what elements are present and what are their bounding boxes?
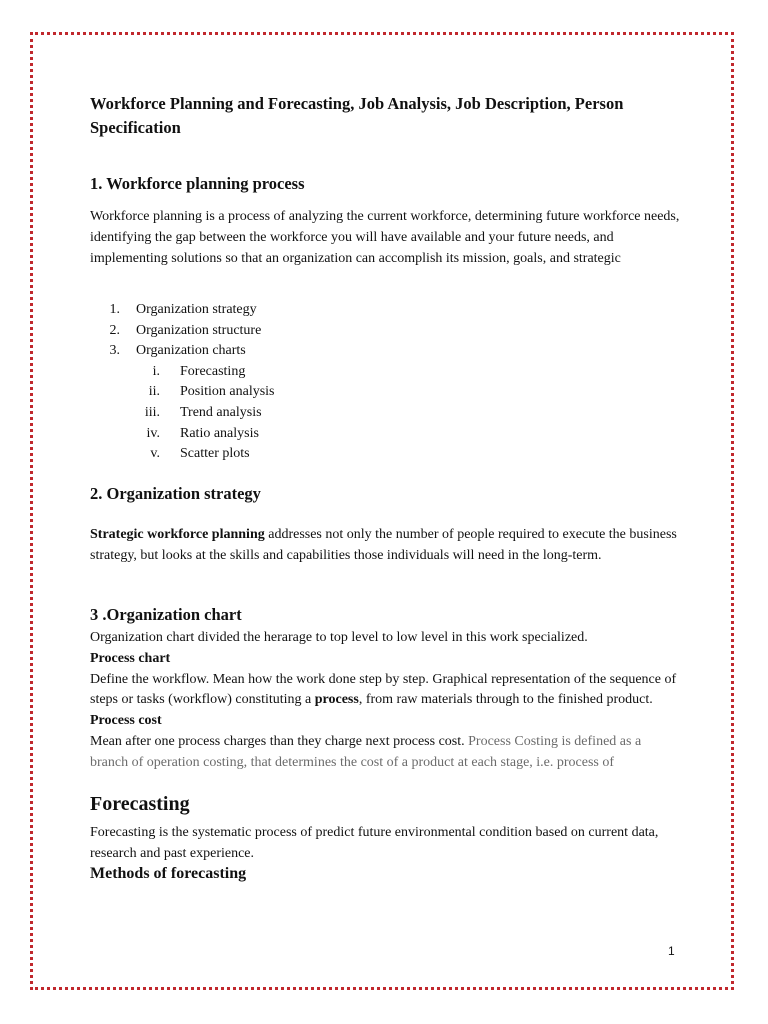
process-chart-label: Process chart <box>90 650 171 666</box>
sublist-text: Forecasting <box>180 363 246 379</box>
list-text: Organization charts <box>136 343 246 359</box>
sublist-number: iii. <box>144 404 160 420</box>
process-cost-text <box>90 732 680 774</box>
list-text: Organization strategy <box>136 302 257 317</box>
process-cost-grey-text: Process Costing is defined as a branch of operation costing, that determines the cost of a product at each stage, i.e. process of <box>90 733 642 770</box>
forecasting-paragraph: Forecasting is the systematic process of predict future environmental condition based on current data, research and past experience. <box>90 825 659 861</box>
document-title-block <box>90 92 680 140</box>
list-number: 2. <box>109 322 120 338</box>
section-3-body <box>90 628 680 774</box>
section-3-heading: 3 .Organization chart <box>90 605 242 624</box>
section-3-intro: Organization chart divided the herarage to top level to low level in this work specialized. <box>90 630 588 645</box>
section-1 <box>90 174 680 194</box>
list-number: 1. <box>109 302 120 317</box>
sublist-item <box>90 424 680 445</box>
sublist-item <box>90 403 680 424</box>
forecasting-heading: Forecasting <box>90 793 190 815</box>
section-1-heading: 1. Workforce planning process <box>90 174 305 193</box>
list-item <box>90 321 680 342</box>
section-2-heading: 2. Organization strategy <box>90 484 261 503</box>
section-1-list <box>90 300 680 465</box>
sublist-text: Trend analysis <box>180 404 262 420</box>
process-cost-text-main: Mean after one process charges than they charge next process cost. <box>90 733 469 749</box>
forecasting-body <box>90 823 680 865</box>
methods-heading: Methods of forecasting <box>90 865 247 882</box>
methods-section <box>90 865 680 883</box>
process-cost-label: Process cost <box>90 713 162 729</box>
sublist-text: Scatter plots <box>180 446 250 462</box>
list-item <box>90 341 680 362</box>
sublist-text: Position analysis <box>180 384 275 400</box>
sublist-number: iv. <box>146 425 160 441</box>
process-chart-text-b: , from raw materials through to the finished product. <box>358 692 653 708</box>
sublist-item <box>90 382 680 403</box>
process-bold: process <box>314 692 359 708</box>
document-title: Workforce Planning and Forecasting, Job Analysis, Job Description, Person Specification <box>90 94 624 137</box>
section-2-body <box>90 525 680 567</box>
sublist-item <box>90 444 680 465</box>
page-number: 1 <box>668 944 675 958</box>
list-number: 3. <box>109 343 120 359</box>
process-chart-text <box>90 670 680 712</box>
process-chart-text-a: Define the workflow. Mean how the work done step by step. Graphical representation of the sequence of steps or tasks (workflow) constituting a <box>90 671 677 708</box>
section-2 <box>90 484 680 504</box>
sublist-item <box>90 362 680 383</box>
bold-lead: Strategic workforce planning <box>90 527 265 542</box>
list-text: Organization structure <box>136 322 262 338</box>
sublist-text: Ratio analysis <box>180 425 259 441</box>
list-item <box>90 300 680 321</box>
section-3 <box>90 605 680 625</box>
forecasting-section <box>90 793 680 816</box>
sublist-number: i. <box>152 363 160 379</box>
sublist-number: v. <box>150 446 160 462</box>
section-2-text: addresses not only the number of people required to execute the business strategy, but looks at the skills and capabilities those individuals will need in the long-term. <box>90 527 677 563</box>
section-1-paragraph: Workforce planning is a process of analyzing the current workforce, determining future workforce needs, identifying the gap between the workforce you will have available and your future needs, and implementing solutions so that an organization can accomplish its mission, goals, and strategic <box>90 209 680 266</box>
sublist-number: ii. <box>148 384 160 400</box>
section-1-body <box>90 207 680 269</box>
section-2-paragraph <box>90 525 680 567</box>
